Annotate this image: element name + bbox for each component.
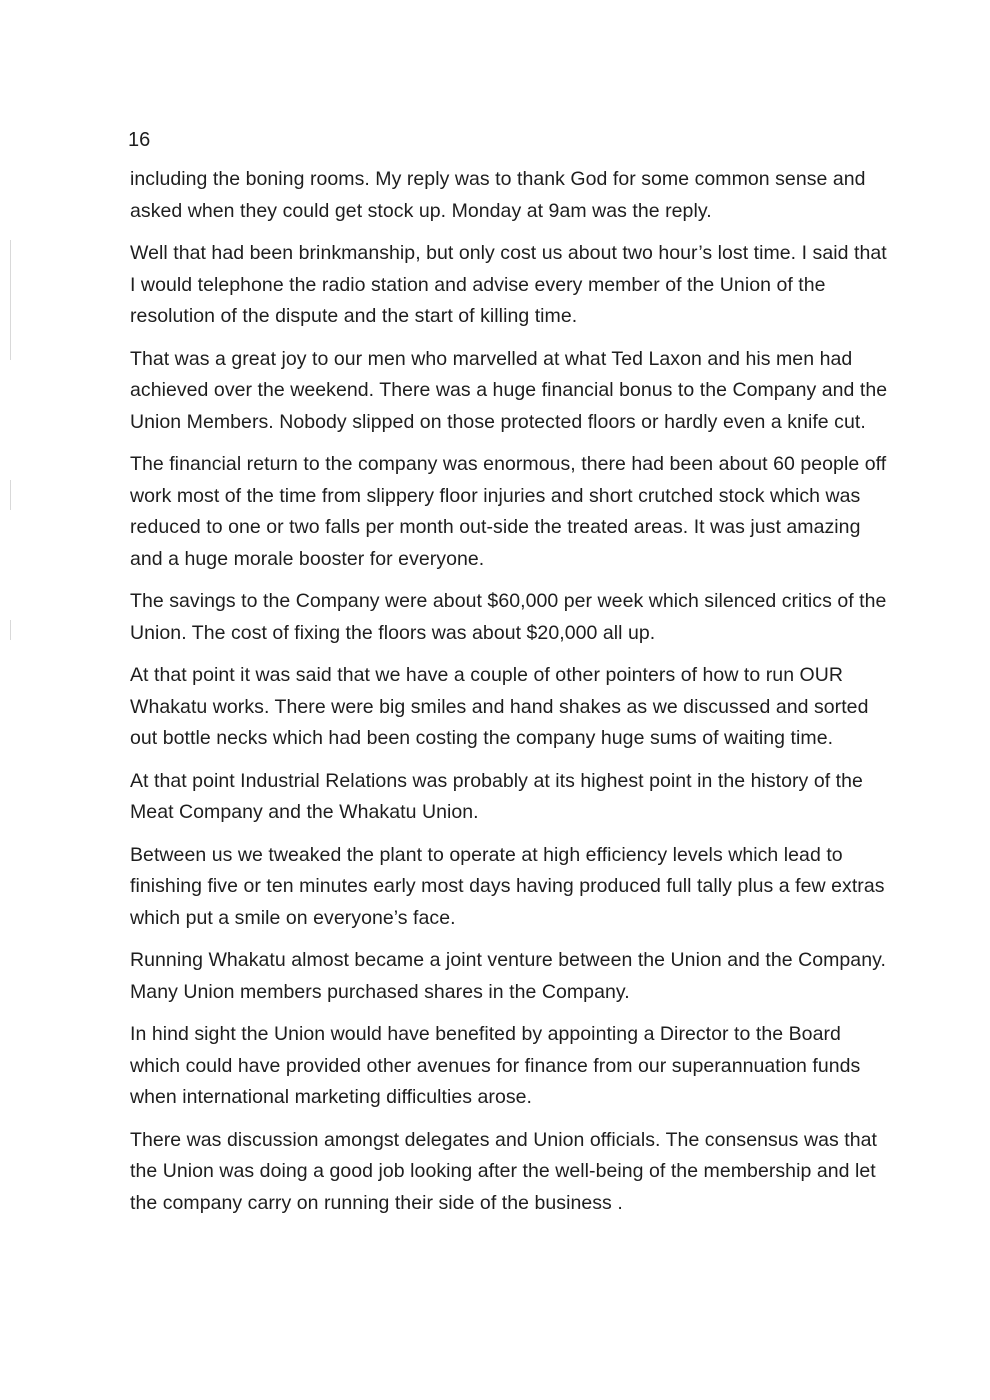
- paragraph: At that point Industrial Relations was probably at its highest point in the history of the Meat Company and the Whakatu Union.: [130, 769, 863, 823]
- paragraph: Running Whakatu almost became a joint venture between the Union and the Company. Many Union members purchased shares in the Company.: [130, 949, 886, 1003]
- paragraph: There was discussion amongst delegates and Union officials. The consensus was that the Union was doing a good job looking after the well-being of the membership and let the company carry on running their side of the business .: [130, 1128, 877, 1214]
- paragraph: Well that had been brinkmanship, but only cost us about two hour’s lost time. I said that I would telephone the radio station and advise every member of the Union of the resolution of the dispute and the start of killing time.: [130, 242, 887, 327]
- paragraph: That was a great joy to our men who marvelled at what Ted Laxon and his men had achieved over the weekend. There was a huge financial bonus to the Company and the Union Members. Nobody slipped on those protected floors or hardly even a knife cut.: [130, 347, 888, 433]
- scan-edge-mark: [10, 480, 11, 510]
- paragraph: At that point it was said that we have a couple of other pointers of how to run OUR Whakatu works. There were big smiles and hand shakes as we discussed and sorted out bottle necks which had been costing the company huge sums of waiting time.: [130, 664, 869, 749]
- scan-edge-mark: [10, 620, 11, 640]
- paragraph: In hind sight the Union would have benefited by appointing a Director to the Board which could have provided other avenues for finance from our superannuation funds when international marketing difficulties arose.: [130, 1023, 861, 1108]
- paragraph: Between us we tweaked the plant to operate at high efficiency levels which lead to finishing five or ten minutes early most days having produced full tally plus a few extras which put a smile on everyone’s face.: [130, 843, 885, 929]
- page-number: 16: [128, 129, 151, 151]
- scan-edge-mark: [10, 240, 11, 360]
- body-text: [130, 164, 890, 1230]
- paragraph: including the boning rooms. My reply was to thank God for some common sense and asked when they could get stock up. Monday at 9am was the reply.: [130, 168, 866, 222]
- paragraph: The financial return to the company was enormous, there had been about 60 people off work most of the time from slippery floor injuries and short crutched stock which was reduced to one or two falls per month out-side the treated areas. It was just amazing and a huge morale booster for everyone.: [130, 453, 887, 570]
- paragraph: The savings to the Company were about $60,000 per week which silenced critics of the Union. The cost of fixing the floors was about $20,000 all up.: [130, 590, 887, 644]
